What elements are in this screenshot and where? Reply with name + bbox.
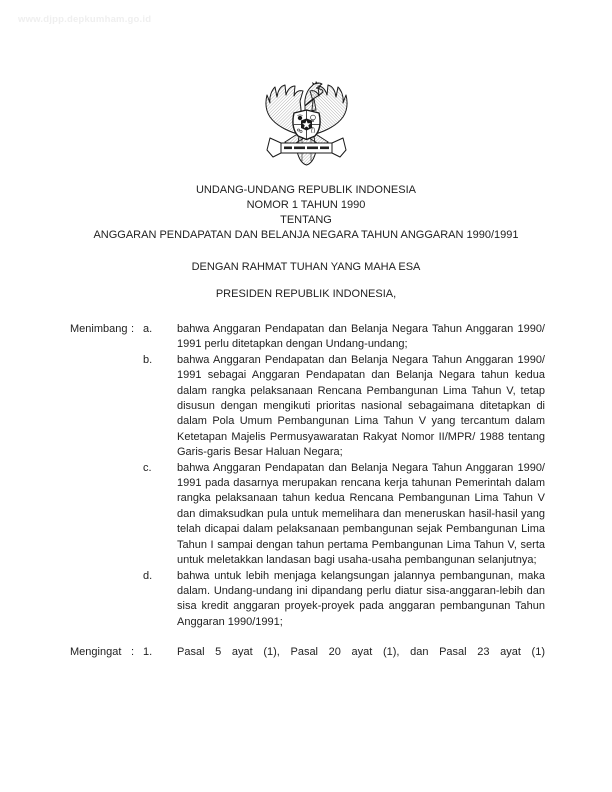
item-text: Pasal 5 ayat (1), Pasal 20 ayat (1), dan Pasal 23 ayat (1) bbox=[177, 646, 545, 659]
item-text: bahwa Anggaran Pendapatan dan Belanja Negara Tahun Anggaran 1990/ 1991 sebagai Anggaran Pendapatan dan Belanja Negara tahun kedua dalam rangka pelaksanaan Rencana Pembangunan Lima Tahun V, tetap disusun dengan mengikuti prioritas nasional sebagaimana ditetapkan di dalam Pola Umum Pembangunan Lima Tahun V yang tercantum dalam Ketetapan Majelis Permusyawaratan Rakyat Nomor II/MPR/ 1988 tentang Garis-garis Besar Haluan Negara; bbox=[177, 353, 545, 459]
title-block bbox=[0, 183, 612, 302]
title-line-3: TENTANG bbox=[280, 214, 332, 226]
list-item bbox=[143, 645, 545, 660]
section-label-menimbang: Menimbang bbox=[70, 323, 128, 335]
item-marker: 1. bbox=[143, 646, 153, 659]
section-label-mengingat: Mengingat bbox=[70, 646, 122, 659]
menimbang-items bbox=[143, 322, 545, 630]
watermark-text: www.djpp.depkumham.go.id bbox=[18, 14, 152, 25]
item-text: bahwa Anggaran Pendapatan dan Belanja Negara Tahun Anggaran 1990/ 1991 pada dasarnya merupakan rencana kerja tahunan Pemerintah dalam rangka pelaksanaan tahun kedua Rencana Pembangunan Lima Tahun V dan dimaksudkan pula untuk memelihara dan meneruskan hasil-hasil yang telah dicapai dalam pelaksanaan pembangunan sejak Pembangunan Lima Tahun I sampai dengan tahun pertama Pembangunan Lima Tahun V, serta untuk meletakkan landasan bagi usaha-usaha pembangunan selanjutnya; bbox=[177, 461, 545, 567]
menimbang-section bbox=[70, 322, 545, 630]
item-marker: b. bbox=[143, 353, 153, 366]
mengingat-section bbox=[70, 645, 545, 660]
item-text: bahwa untuk lebih menjaga kelangsungan jalannya pembangunan, maka dalam. Undang-undang ini dipandang perlu diatur sisa-anggaran-lebih dan sisa kredit anggaran proyek-proyek pada anggaran pembangunan Tahun Anggaran 1990/1991; bbox=[177, 569, 545, 628]
pancasila-shield bbox=[293, 110, 320, 140]
title-line-1: UNDANG-UNDANG REPUBLIK INDONESIA bbox=[195, 184, 417, 196]
item-marker: a. bbox=[143, 323, 153, 335]
item-marker: d. bbox=[143, 569, 153, 582]
mengingat-items bbox=[143, 645, 545, 660]
list-item bbox=[143, 569, 545, 631]
section-separator: : bbox=[131, 646, 135, 659]
list-item bbox=[143, 322, 545, 353]
author-line: PRESIDEN REPUBLIK INDONESIA, bbox=[215, 288, 397, 300]
document-body bbox=[70, 322, 545, 661]
section-separator: : bbox=[131, 323, 135, 335]
list-item bbox=[143, 461, 545, 569]
list-item bbox=[143, 353, 545, 461]
title-line-2: NOMOR 1 TAHUN 1990 bbox=[246, 199, 366, 211]
title-line-4: ANGGARAN PENDAPATAN DAN BELANJA NEGARA TAHUN ANGGARAN 1990/1991 bbox=[93, 229, 519, 241]
item-text: bahwa Anggaran Pendapatan dan Belanja Negara Tahun Anggaran 1990/ 1991 perlu ditetapkan dengan Undang-undang; bbox=[177, 323, 545, 351]
item-marker: c. bbox=[143, 461, 152, 474]
invocation-line: DENGAN RAHMAT TUHAN YANG MAHA ESA bbox=[191, 261, 421, 273]
garuda-pancasila-emblem bbox=[261, 81, 352, 175]
